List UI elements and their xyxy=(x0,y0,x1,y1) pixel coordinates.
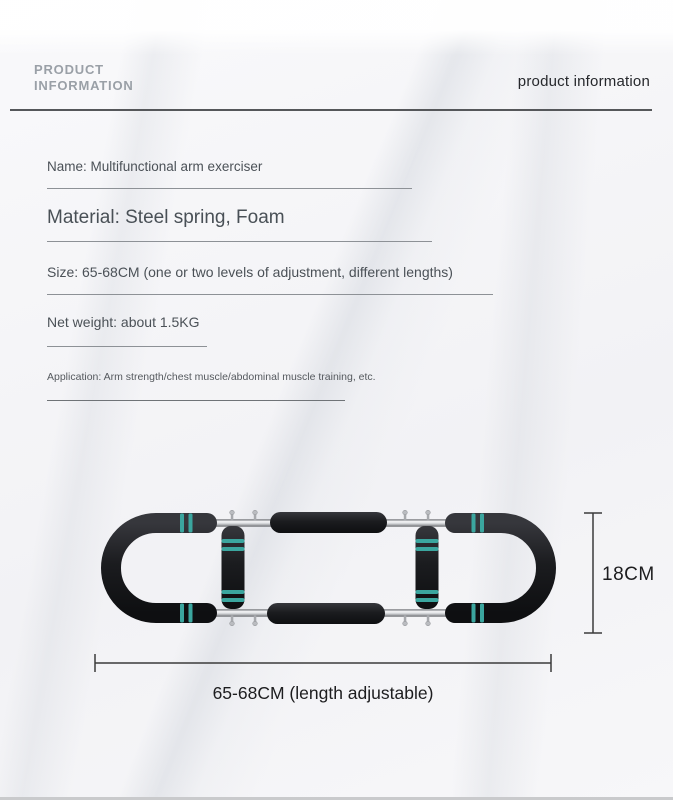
teal-accent-ring xyxy=(180,604,184,623)
pin-bottom-right-2 xyxy=(426,616,431,626)
header-divider xyxy=(10,109,652,111)
teal-accent-ring xyxy=(222,547,245,551)
spec-net-weight-text: Net weight: about 1.5KG xyxy=(47,314,200,330)
spec-size-text: Size: 65-68CM (one or two levels of adjustment, different lengths) xyxy=(47,264,453,280)
pin-bottom-left-1 xyxy=(230,616,235,626)
teal-accent-ring xyxy=(472,514,476,533)
spec-row-net-weight xyxy=(47,314,207,347)
teal-accent-ring xyxy=(416,598,439,602)
teal-accent-ring xyxy=(480,604,484,623)
height-dimension-label: 18CM xyxy=(602,564,655,585)
length-dimension-line xyxy=(95,654,551,672)
left-spring-column xyxy=(222,526,245,609)
spec-row-material xyxy=(47,207,432,242)
spec-material-text: Material: Steel spring, Foam xyxy=(47,207,285,228)
teal-accent-ring xyxy=(222,539,245,543)
teal-accent-ring xyxy=(416,547,439,551)
page-title xyxy=(34,62,134,94)
header-right-label: product information xyxy=(517,73,650,90)
teal-accent-ring xyxy=(189,604,193,623)
pin-bottom-left-2 xyxy=(253,616,258,626)
left-handle xyxy=(111,514,207,623)
length-dimension-label: 65-68CM (length adjustable) xyxy=(212,683,434,703)
teal-accent-ring xyxy=(222,598,245,602)
pin-top-right-2 xyxy=(426,510,431,520)
pin-top-left-2 xyxy=(253,510,258,520)
page-title-line2: INFORMATION xyxy=(34,78,134,93)
top-center-grip xyxy=(270,512,387,533)
spec-application-text: Application: Arm strength/chest muscle/abdominal muscle training, etc. xyxy=(47,371,376,383)
teal-accent-ring xyxy=(180,514,184,533)
teal-accent-ring xyxy=(189,514,193,533)
teal-accent-ring xyxy=(416,590,439,594)
pin-bottom-right-1 xyxy=(403,616,408,626)
bottom-center-grip xyxy=(267,603,385,624)
right-handle xyxy=(455,514,546,623)
spec-row-application xyxy=(47,371,376,401)
spec-name-text: Name: Multifunctional arm exerciser xyxy=(47,159,263,174)
page-title-line1: PRODUCT xyxy=(34,62,104,77)
pin-top-right-1 xyxy=(403,510,408,520)
right-spring-column xyxy=(416,526,439,609)
spec-row-name xyxy=(47,159,412,189)
teal-accent-ring xyxy=(472,604,476,623)
teal-accent-ring xyxy=(222,590,245,594)
pin-top-left-1 xyxy=(230,510,235,520)
teal-accent-ring xyxy=(416,539,439,543)
height-dimension-line xyxy=(584,513,602,633)
teal-accent-ring xyxy=(480,514,484,533)
spec-row-size xyxy=(47,264,493,295)
